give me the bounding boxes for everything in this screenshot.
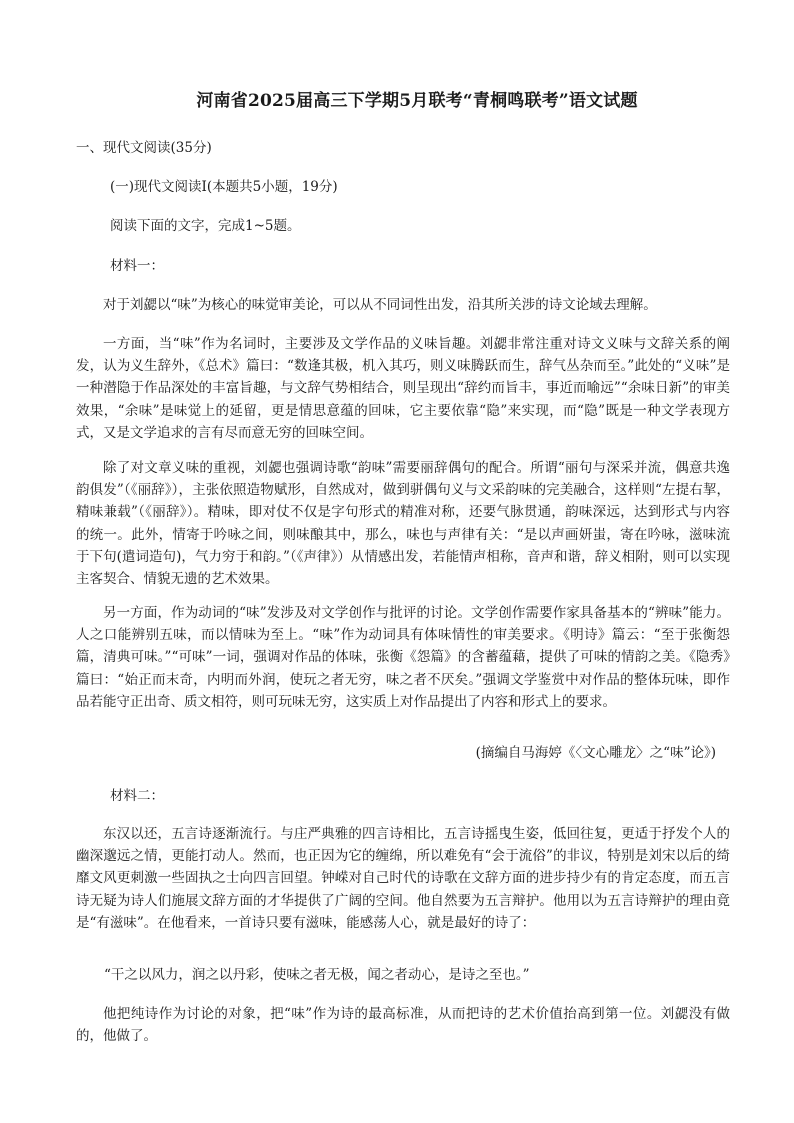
material-two-label: 材料二：: [110, 788, 164, 804]
material-one-source: (摘编自马海婷《〈文心雕龙〉之“味”论》): [475, 745, 716, 761]
paragraph-m1-3: 除了对文章义味的重视，刘勰也强调诗歌“韵味”需要丽辞偶句的配合。所谓“丽句与深采并流，偶意共逸韵俱发”（《丽辞》），主张依照造物赋形，自然成对，做到骈偶句义与文采韵味的完美融合，这样则“左提右挈，精味兼载”（《丽辞》）。精味，即对仗不仅是字句形式的精准对称，还要气脉贯通，韵味深远，达到形式与内容的统一。此外，情寄于吟咏之间，则味酿其中，那么，味也与声律有关：“是以声画妍蚩，寄在吟咏，滋味流于下句(遣词造句)，气力穷于和韵。”（《声律》）从情感出发，若能情声相称，音声和谐，辞义相附，则可以实现主客契合、情貌无遗的艺术效果。: [76, 460, 730, 588]
quotation: “干之以风力，润之以丹彩，使味之者无极，闻之者动心，是诗之至也。”: [104, 967, 530, 983]
paragraph-m2-2: 他把纯诗作为讨论的对象，把“味”作为诗的最高标准，从而把诗的艺术价值抬高到第一位。刘勰没有做的，他做了。: [76, 1006, 730, 1045]
paragraph-m2-1: 东汉以还，五言诗逐渐流行。与庄严典雅的四言诗相比，五言诗摇曳生姿，低回往复，更适于抒发个人的幽深邈远之情，更能打动人。然而，也正因为它的缠绵，所以难免有“会于流俗”的非议，特别是刘宋以后的绮靡文风更刺激一些固执之士向四言回望。钟嵘对自己时代的诗歌在文辞方面的进步持少有的肯定态度，而五言诗无疑为诗人们施展文辞方面的才华提供了广阔的空间。他自然要为五言辩护。他用以为五言诗辩护的理由竟是“有滋味”。在他看来，一首诗只要有滋味，能感荡人心，就是最好的诗了：: [76, 826, 730, 931]
paragraph-m1-1: 对于刘勰以“味”为核心的味觉审美论，可以从不同词性出发，沿其所关涉的诗文论域去理解。: [103, 297, 657, 313]
document-title: 河南省2025届高三下学期5月联考“青桐鸣联考”语文试题: [196, 91, 638, 111]
instruction-text: 阅读下面的文字，完成1~5题。: [110, 218, 301, 234]
material-one-label: 材料一：: [110, 258, 164, 274]
section-heading: 一、现代文阅读(35分): [76, 140, 212, 156]
subsection-heading: (一)现代文阅读Ⅰ(本题共5小题，19分): [110, 179, 338, 195]
paragraph-m1-4: 另一方面，作为动词的“味”发涉及对文学创作与批评的讨论。文学创作需要作家具备基本的“辨味”能力。人之口能辨别五味，而以情味为至上。“味”作为动词具有体味情性的审美要求。《明诗》篇云：“至于张衡怨篇，清典可味。”“可味”一词，强调对作品的体味，张衡《怨篇》的含蓄蕴藉，提供了可味的情韵之美。《隐秀》篇曰：“始正而末奇，内明而外润，使玩之者无穷，味之者不厌矣。”强调文学鉴赏中对作品的整体玩味，即作品若能守正出奇、质文相符，则可玩味无穷，这实质上对作品提出了内容和形式上的要求。: [76, 605, 730, 710]
paragraph-m1-2: 一方面，当“味”作为名词时，主要涉及文学作品的义味旨趣。刘勰非常注重对诗文义味与文辞关系的阐发，认为义生辞外，《总术》篇曰：“数逢其极，机入其巧，则义味腾跃而生，辞气丛杂而至。”此处的“义味”是一种潜隐于作品深处的丰富旨趣，与文辞气势相结合，则呈现出“辞约而旨丰，事近而喻远”“余味日新”的审美效果，“余味”是味觉上的延留，更是情思意蕴的回味，它主要依靠“隐”来实现，而“隐”既是一种文学表现方式，又是文学追求的言有尽而意无穷的回味空间。: [76, 336, 730, 441]
